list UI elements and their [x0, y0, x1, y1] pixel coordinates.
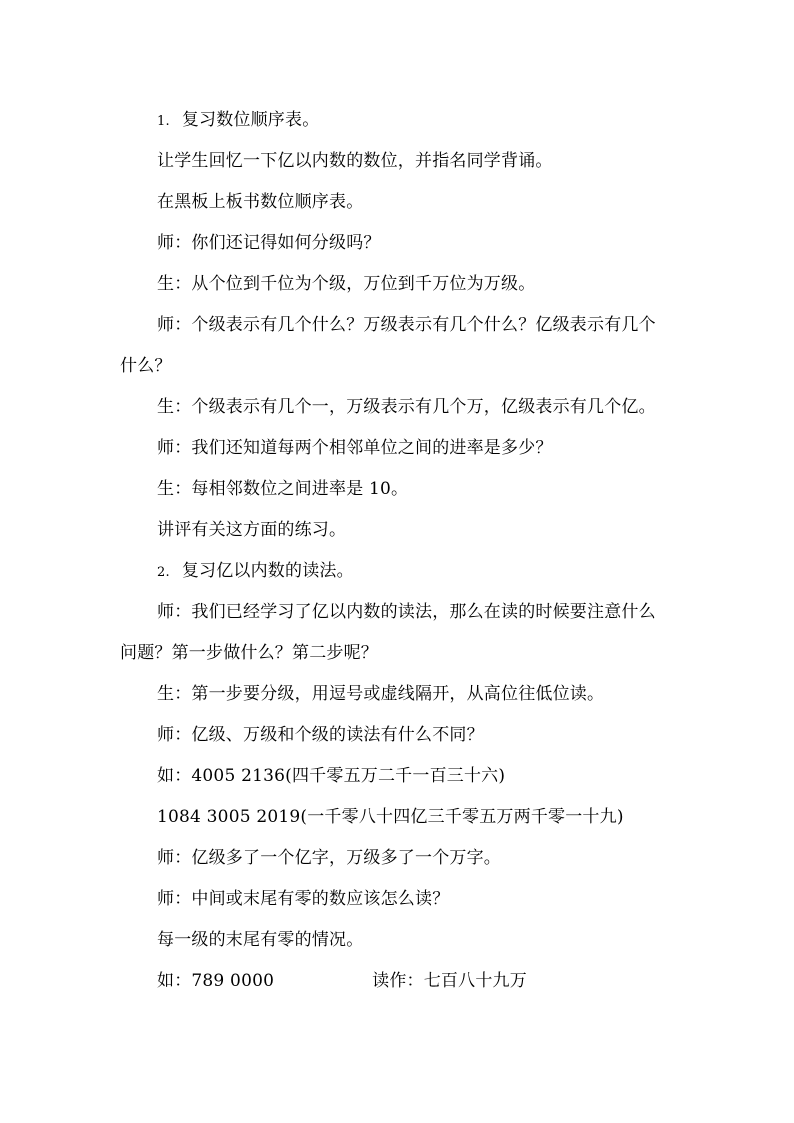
- example-number: 如：789 0000: [157, 971, 275, 991]
- paragraph: 生：从个位到千位为个级，万位到千万位为万级。: [157, 274, 536, 294]
- paragraph: 如：4005 2136(四千零五万二千一百三十六): [157, 766, 506, 786]
- paragraph: 每一级的末尾有零的情况。: [157, 930, 364, 950]
- heading-review-reading: [120, 551, 676, 592]
- paragraph-wrapped: 师：我们已经学习了亿以内数的读法，那么在读的时候要注意什么问题？第一步做什么？第二步呢？: [120, 602, 656, 663]
- paragraph: 在黑板上板书数位顺序表。: [157, 192, 364, 212]
- paragraph: 师：你们还记得如何分级吗？: [157, 233, 381, 253]
- paragraph: 生：每相邻数位之间进率是 10。: [157, 479, 409, 499]
- paragraph: 生：第一步要分级，用逗号或虚线隔开，从高位往低位读。: [157, 684, 605, 704]
- document-body: [120, 100, 676, 1002]
- list-number: 1.: [157, 114, 170, 129]
- paragraph: 讲评有关这方面的练习。: [157, 520, 347, 540]
- paragraph: 让学生回忆一下亿以内数的数位，并指名同学背诵。: [157, 151, 553, 171]
- paragraph: 师：我们还知道每两个相邻单位之间的进率是多少？: [157, 438, 553, 458]
- list-number: 2.: [157, 565, 170, 580]
- paragraph: 1084 3005 2019(一千零八十四亿三千零五万两千零一十九): [157, 807, 624, 827]
- example-reading: 读作：七百八十九万: [372, 971, 527, 991]
- example-line: [120, 961, 676, 1002]
- paragraph-text: 复习亿以内数的读法。: [181, 561, 354, 581]
- heading-review-place-value: [120, 100, 676, 141]
- paragraph: 生：个级表示有几个一，万级表示有几个万，亿级表示有几个亿。: [157, 397, 656, 417]
- paragraph-wrapped: 师：个级表示有几个什么？万级表示有几个什么？亿级表示有几个什么？: [120, 315, 656, 376]
- paragraph: 师：亿级多了一个亿字，万级多了一个万字。: [157, 848, 501, 868]
- paragraph: 师：亿级、万级和个级的读法有什么不同？: [157, 725, 484, 745]
- paragraph-text: 复习数位顺序表。: [181, 110, 320, 130]
- paragraph: 师：中间或末尾有零的数应该怎么读？: [157, 889, 450, 909]
